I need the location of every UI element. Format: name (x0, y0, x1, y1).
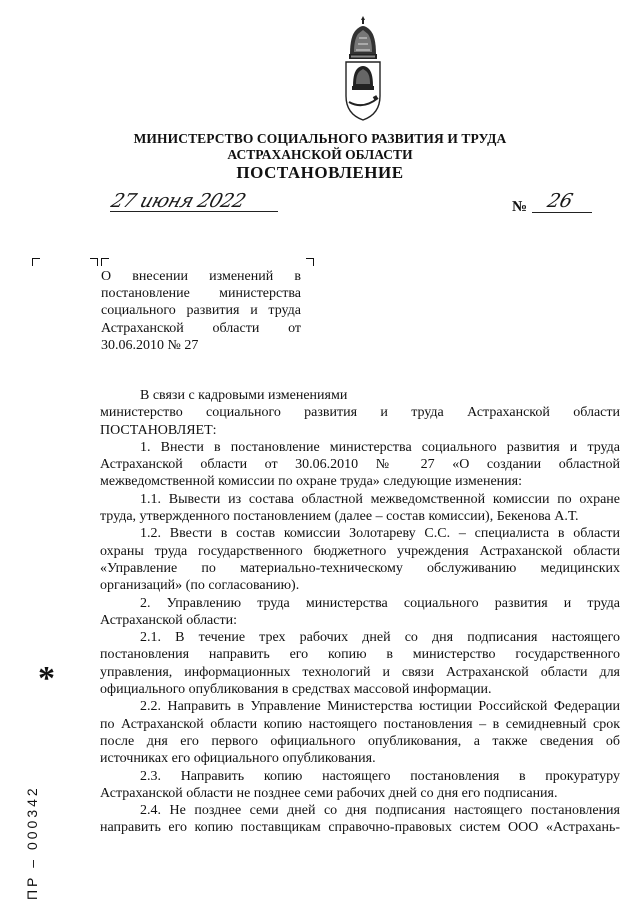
body-line: межведомственной комиссии по охране труда» следующие изменения: (100, 474, 522, 490)
subject-line: 30.06.2010 № 27 (101, 337, 199, 353)
ministry-name-line2: АСТРАХАНСКОЙ ОБЛАСТИ (227, 147, 413, 162)
body-line: 2.3. Направить копию настоящего постановления в прокуратуру (140, 768, 620, 784)
body-line: 1.1. Вывести из состава областной межведомственной комиссии по охране (140, 491, 620, 507)
body-line: направить его копию поставщикам справочно-правовых систем ООО «Астрахань- (100, 820, 620, 836)
body-line: ПОСТАНОВЛЯЕТ: (100, 422, 217, 438)
subject-line: социального развития и труда (101, 303, 301, 319)
body-line: В связи с кадровыми изменениями (140, 388, 348, 403)
subject-line: О внесении изменений в (101, 269, 301, 284)
body-line: 2.2. Направить в Управление Министерства юстиции Российской Федерации (140, 699, 620, 715)
subject-line: Астраханской области от (101, 320, 301, 336)
body-line: труда, утвержденного постановлением (далее – состав комиссии), Бекенова А.Т. (100, 509, 579, 525)
coat-of-arms-emblem (340, 14, 386, 126)
subject-line: постановление министерства (101, 286, 301, 302)
body-line: 2.1. В течение трех рабочих дней со дня подписания настоящего (140, 630, 620, 646)
body-line: 1.2. Ввести в состав комиссии Золотареву С.С. – специалиста в области (140, 526, 620, 542)
body-line: министерство социального развития и труда Астраханской области (100, 405, 620, 421)
margin-star-mark: * (38, 660, 55, 697)
body-line: источниках его официального опубликования. (100, 751, 376, 767)
number-label: № (512, 199, 528, 215)
body-line: Астраханской области от 30.06.2010 № 27 «О создании областной (100, 457, 620, 473)
corner-mark-left-b (101, 258, 109, 266)
body-line: охраны труда государственного бюджетного учреждения Астраханской области (100, 543, 620, 559)
body-line: управления, информационных технологий и связи Астраханской области для (100, 664, 620, 680)
date-underline (110, 211, 278, 212)
body-line: Астраханской области не позднее семи рабочих дней со дня его подписания. (100, 785, 558, 801)
document-body (100, 387, 620, 837)
body-line: 1. Внести в постановление министерства социального развития и труда (140, 439, 620, 455)
registration-number-vertical: ПР – 000342 (24, 785, 40, 900)
document-subject (101, 268, 301, 354)
ministry-name-line1: МИНИСТЕРСТВО СОЦИАЛЬНОГО РАЗВИТИЯ И ТРУДА (133, 131, 507, 146)
number-underline (532, 212, 592, 213)
body-line: по Астраханской области копию настоящего постановления – в семидневный срок (100, 716, 620, 732)
body-line: «Управление по материально-техническому обслуживанию медицинских (100, 560, 620, 576)
body-line: 2.4. Не позднее семи дней со дня подписания настоящего постановления (140, 803, 620, 819)
corner-mark-left-outer (32, 258, 40, 266)
body-line: Астраханской области: (100, 612, 237, 628)
document-type-title: ПОСТАНОВЛЕНИЕ (236, 163, 404, 182)
corner-mark-right (306, 258, 314, 266)
body-line: после дня его первого официального опубликования, а также сведения об (100, 733, 620, 749)
body-line: 2. Управлению труда министерства социального развития и труда (140, 595, 620, 611)
corner-mark-left-a (90, 258, 98, 266)
handwritten-number: 26 (545, 190, 576, 212)
body-line: официального опубликования в средствах массовой информации. (100, 682, 492, 698)
body-line: постановления направить его копию в министерство государственного (100, 647, 620, 663)
body-line: организаций» (по согласованию). (100, 578, 300, 594)
handwritten-date: 27 июня 2022 (108, 190, 249, 212)
